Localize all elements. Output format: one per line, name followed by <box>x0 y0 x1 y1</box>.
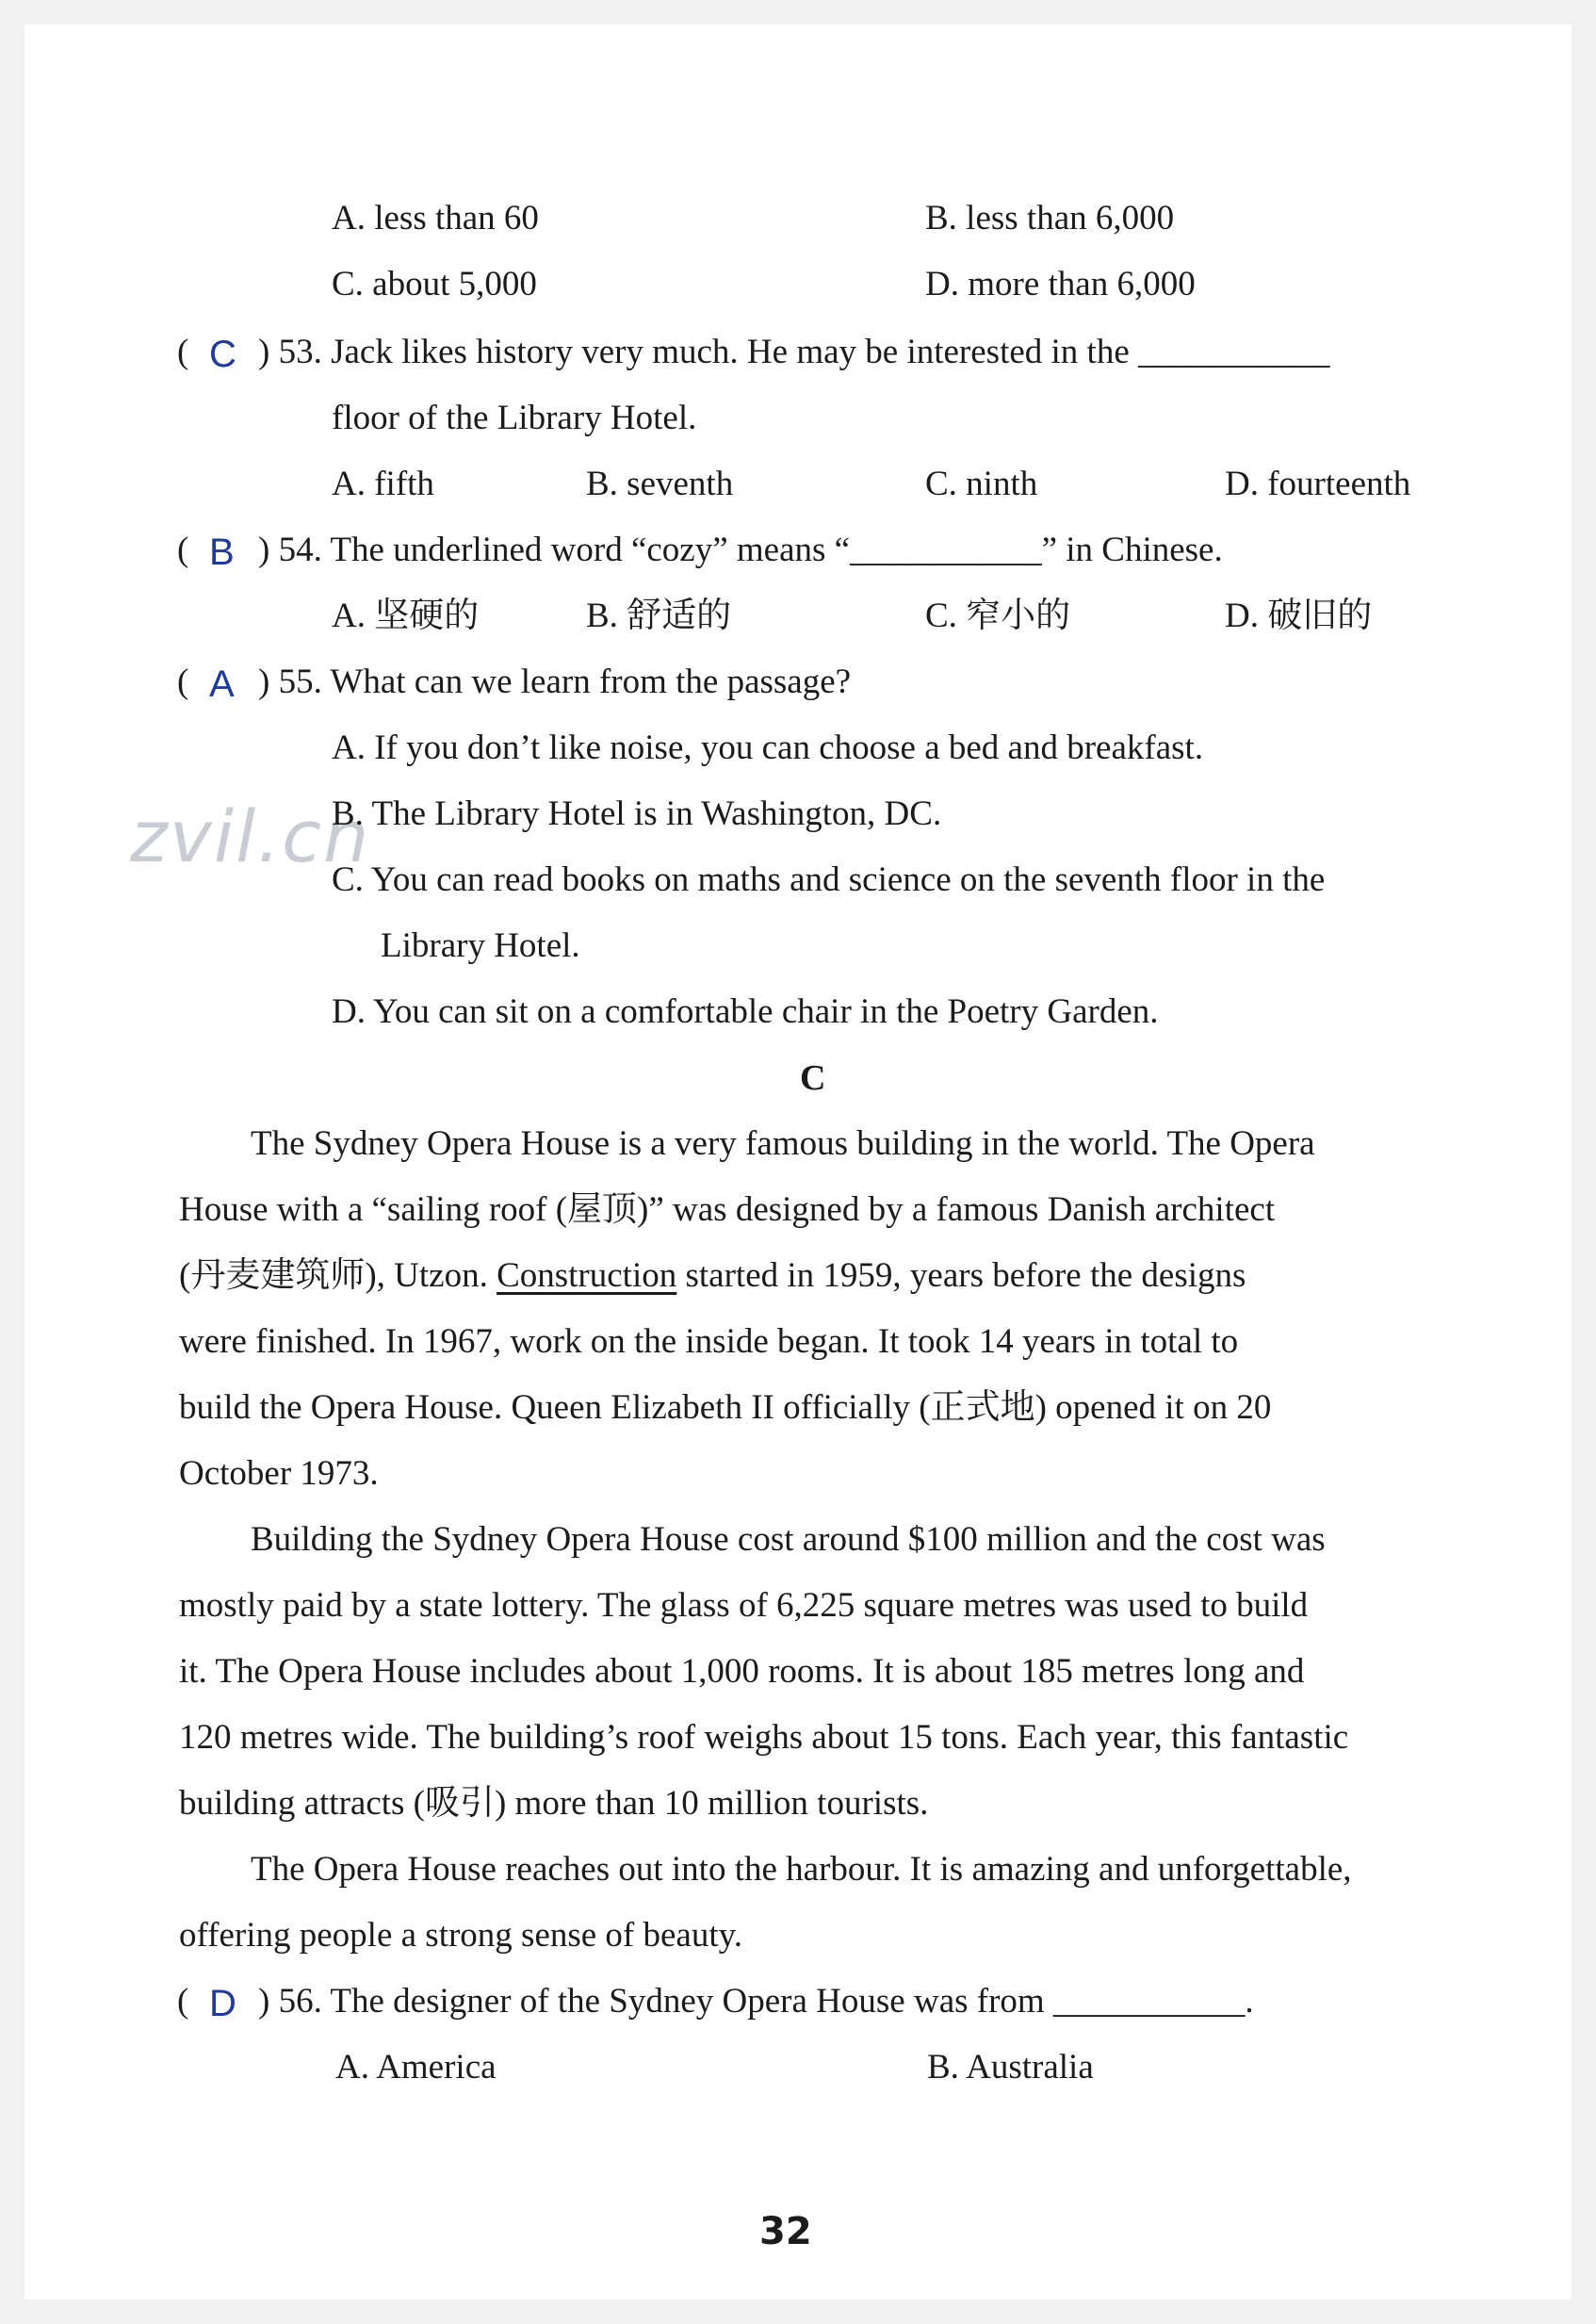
section-heading: C <box>800 1058 826 1098</box>
p1-line-1: The Sydney Opera House is a very famous building in the world. The Opera <box>251 1124 1315 1163</box>
q54-option-a: A. 坚硬的 <box>332 597 480 635</box>
p2-line-2: mostly paid by a state lottery. The glass of 6,225 square metres was used to build <box>179 1586 1309 1625</box>
q55-option-b: B. The Library Hotel is in Washington, DC. <box>332 794 942 833</box>
p3-line-1: The Opera House reaches out into the harbour. It is amazing and unforgettable, <box>251 1850 1352 1889</box>
q54-option-c: C. 窄小的 <box>925 597 1071 635</box>
q53-answer: C <box>209 334 236 375</box>
q55-option-c-cont: Library Hotel. <box>381 926 580 965</box>
q53-stem: ) 53. Jack likes history very much. He may be interested in the ___________ <box>258 333 1330 371</box>
q55-answer: A <box>209 663 235 705</box>
p1-line-5: build the Opera House. Queen Elizabeth II officially (正式地) opened it on 20 <box>179 1388 1272 1427</box>
p2-line-4: 120 metres wide. The building’s roof weighs about 15 tons. Each year, this fantastic <box>179 1718 1349 1757</box>
q54-stem: ) 54. The underlined word “cozy” means “___________” in Chinese. <box>258 531 1223 569</box>
p1-line-6: October 1973. <box>179 1454 379 1493</box>
p2-line-1: Building the Sydney Opera House cost around $100 million and the cost was <box>251 1520 1326 1559</box>
prev-option-a: A. less than 60 <box>332 199 539 237</box>
watermark: zvil.cn <box>130 794 371 878</box>
q55-open-paren: ( <box>177 663 189 701</box>
q54-option-b: B. 舒适的 <box>586 597 732 635</box>
q55-option-a: A. If you don’t like noise, you can choose a bed and breakfast. <box>332 728 1204 767</box>
q54-open-paren: ( <box>177 531 189 569</box>
q56-answer: D <box>209 1983 236 2024</box>
p1-line-3-end: started in 1959, years before the designs <box>685 1256 1246 1295</box>
q53-option-d: D. fourteenth <box>1225 465 1411 503</box>
p2-line-3: it. The Opera House includes about 1,000 rooms. It is about 185 metres long and <box>179 1652 1305 1691</box>
q53-option-b: B. seventh <box>586 465 734 503</box>
p1-line-4: were finished. In 1967, work on the inside began. It took 14 years in total to <box>179 1322 1239 1361</box>
q54-answer: B <box>209 532 235 573</box>
prev-option-b: B. less than 6,000 <box>925 199 1175 237</box>
p1-line-3-start: (丹麦建筑师), Utzon. <box>179 1256 488 1295</box>
p1-line-3 <box>179 1255 1246 1297</box>
p3-line-2: offering people a strong sense of beauty. <box>179 1916 742 1955</box>
p2-line-5: building attracts (吸引) more than 10 million tourists. <box>179 1784 929 1823</box>
p1-line-2: House with a “sailing roof (屋顶)” was designed by a famous Danish architect <box>179 1190 1276 1229</box>
underlined-word: Construction <box>497 1256 677 1295</box>
q53-stem-cont: floor of the Library Hotel. <box>332 399 697 437</box>
page-number: 32 <box>759 2210 812 2253</box>
prev-option-c: C. about 5,000 <box>332 265 537 303</box>
worksheet-page <box>24 25 1572 2299</box>
q53-option-c: C. ninth <box>925 465 1038 503</box>
q56-option-b: B. Australia <box>927 2048 1094 2087</box>
q55-stem: ) 55. What can we learn from the passage? <box>258 663 852 701</box>
q55-option-d: D. You can sit on a comfortable chair in the Poetry Garden. <box>332 992 1159 1031</box>
q53-open-paren: ( <box>177 333 189 371</box>
q55-option-c: C. You can read books on maths and science on the seventh floor in the <box>332 860 1326 899</box>
prev-option-d: D. more than 6,000 <box>925 265 1196 303</box>
q56-option-a: A. America <box>335 2048 497 2087</box>
q56-open-paren: ( <box>177 1982 189 2021</box>
q56-stem: ) 56. The designer of the Sydney Opera House was from ___________. <box>258 1982 1254 2021</box>
q54-option-d: D. 破旧的 <box>1225 597 1373 635</box>
q53-option-a: A. fifth <box>332 465 434 503</box>
